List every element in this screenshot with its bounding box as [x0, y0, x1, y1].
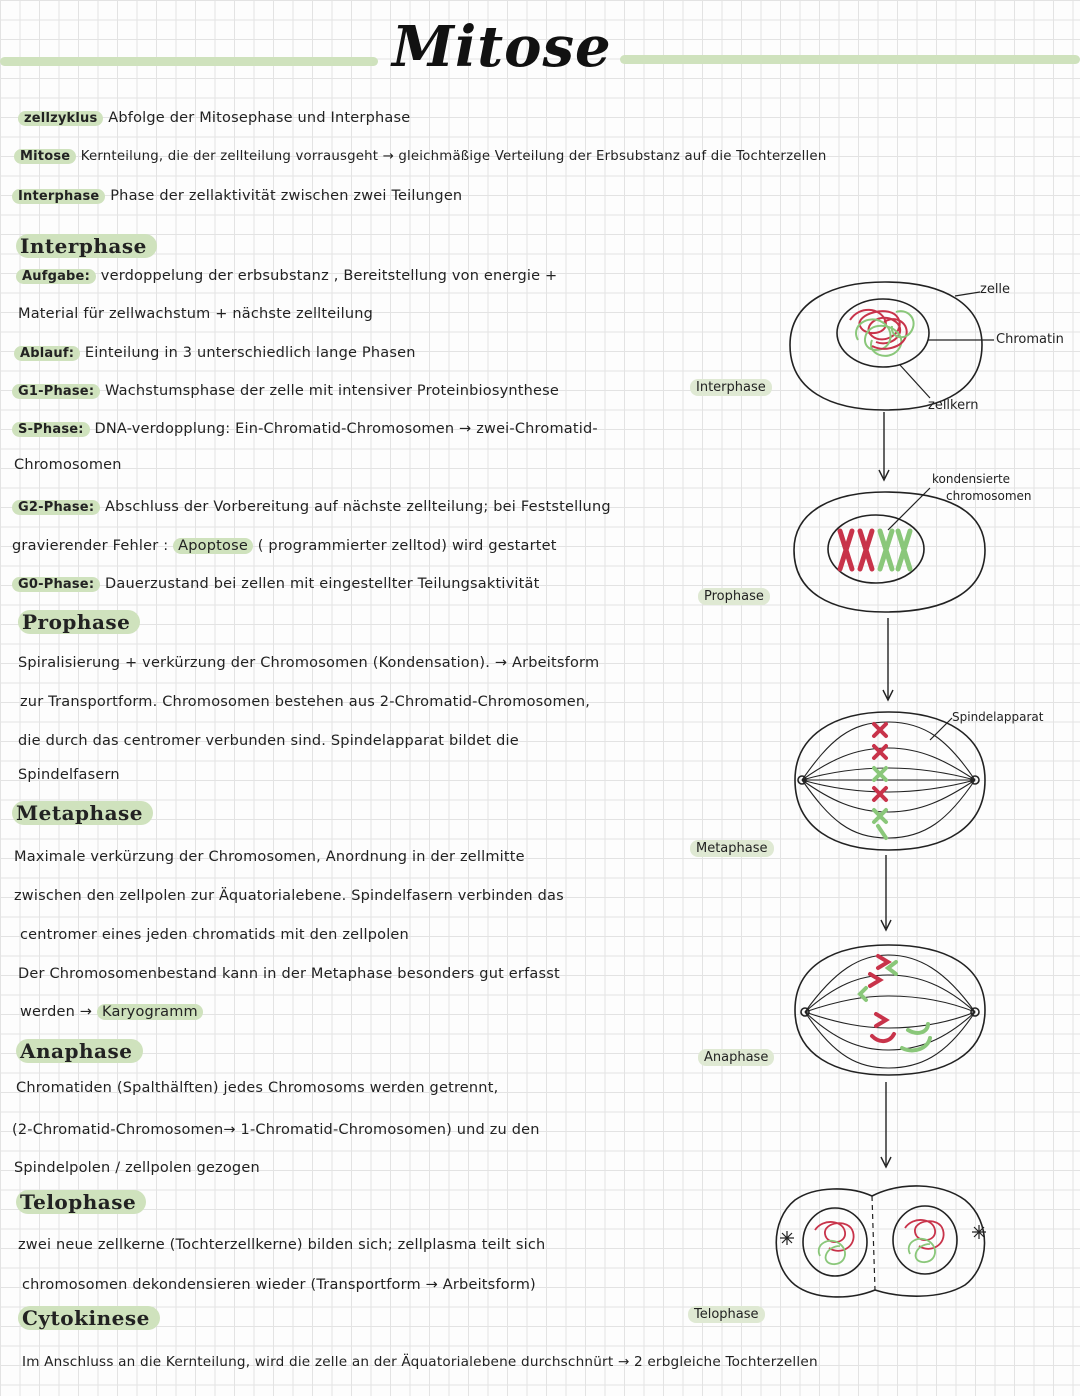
page-title: Mitose [392, 14, 612, 80]
anaphase-line-1: Chromatiden (Spalthälften) jedes Chromosoms werden getrennt, [16, 1080, 499, 1096]
telophase-cells [776, 1186, 986, 1297]
g0-text: Dauerzustand bei zellen mit eingestellter Teilungsaktivität [105, 576, 540, 592]
telophase-line-2: chromosomen dekondensieren wieder (Transportform → Arbeitsform) [22, 1277, 536, 1293]
term-karyogramm: Karyogramm [97, 1004, 203, 1020]
annotation-zelle: zelle [980, 282, 1011, 297]
g2-text: Abschluss der Vorbereitung auf nächste zellteilung; bei Feststellung [105, 499, 611, 515]
term-mitose: Mitose [14, 149, 76, 164]
metaphase-line-1: Maximale verkürzung der Chromosomen, Anordnung in der zellmitte [14, 849, 525, 865]
prophase-line-4: Spindelfasern [18, 767, 120, 783]
metaphase-line-2: zwischen den zellpolen zur Äquatorialebene. Spindelfasern verbinden das [14, 888, 564, 904]
anaphase-line-3: Spindelpolen / zellpolen gezogen [14, 1160, 260, 1176]
cytokinese-line-1: Im Anschluss an die Kernteilung, wird die zelle an der Äquatorialebene durchschnürt → 2 erbgleiche Tochterzellen [22, 1354, 818, 1370]
term-interphase: Interphase [12, 189, 105, 204]
label-ablauf: Ablauf: [14, 346, 80, 361]
aufgabe-text: verdoppelung der erbsubstanz , Bereitstellung von energie + [100, 268, 558, 284]
stage-label-prophase: Prophase [698, 588, 770, 605]
g1-text: Wachstumsphase der zelle mit intensiver Proteinbiosynthese [105, 383, 560, 399]
heading-telophase: Telophase [16, 1190, 146, 1214]
term-zellzyklus: zellzyklus [18, 111, 103, 126]
term-apoptose: Apoptose [173, 538, 253, 554]
telophase-line-1: zwei neue zellkerne (Tochterzellkerne) bilden sich; zellplasma teilt sich [18, 1237, 546, 1253]
label-g1: G1-Phase: [12, 384, 100, 399]
definition-text: Phase der zellaktivität zwischen zwei Teilungen [110, 188, 463, 204]
g2-text-a: gravierender Fehler : [12, 538, 169, 554]
annotation-spindelapparat: Spindelapparat [952, 710, 1044, 724]
metaphase-cell [795, 712, 985, 850]
ablauf-text: Einteilung in 3 unterschiedlich lange Phasen [84, 345, 416, 361]
interphase-s-cont: Chromosomen [14, 457, 122, 473]
prophase-line-2: zur Transportform. Chromosomen bestehen aus 2-Chromatid-Chromosomen, [20, 694, 591, 710]
heading-metaphase: Metaphase [12, 801, 153, 825]
annotation-kondensiert-2: chromosomen [946, 489, 1032, 503]
heading-cytokinese: Cytokinese [18, 1306, 160, 1330]
definition-text: Kernteilung, die der zellteilung vorrausgeht → gleichmäßige Verteilung der Erbsubstanz auf die Tochterzellen [80, 149, 827, 164]
metaphase-line-4: Der Chromosomenbestand kann in der Metaphase besonders gut erfasst [18, 966, 560, 982]
interphase-aufgabe-cont: Material für zellwachstum + nächste zellteilung [18, 306, 374, 322]
metaphase-werden: werden → [20, 1004, 93, 1020]
label-s: S-Phase: [12, 422, 90, 437]
metaphase-line-3: centromer eines jeden chromatids mit den zellpolen [20, 927, 409, 943]
annotation-chromatin: Chromatin [996, 332, 1064, 347]
annotation-kondensiert-1: kondensierte [932, 472, 1011, 486]
label-g2: G2-Phase: [12, 500, 100, 515]
anaphase-line-2: (2-Chromatid-Chromosomen→ 1-Chromatid-Chromosomen) und zu den [12, 1122, 540, 1138]
prophase-cell [794, 488, 985, 612]
heading-prophase: Prophase [18, 610, 140, 634]
stage-label-metaphase: Metaphase [690, 840, 774, 857]
stage-label-anaphase: Anaphase [698, 1049, 774, 1066]
g2-text-b: ( programmierter zelltod) wird gestartet [257, 538, 557, 554]
label-g0: G0-Phase: [12, 577, 100, 592]
definition-text: Abfolge der Mitosephase und Interphase [108, 110, 411, 126]
label-aufgabe: Aufgabe: [16, 269, 96, 284]
annotation-zellkern: zellkern [928, 398, 979, 413]
prophase-line-1: Spiralisierung + verkürzung der Chromosomen (Kondensation). → Arbeitsform [18, 655, 600, 671]
anaphase-cell [795, 945, 985, 1075]
interphase-cell [790, 282, 994, 410]
stage-label-interphase: Interphase [690, 379, 772, 396]
heading-anaphase: Anaphase [16, 1039, 143, 1063]
prophase-line-3: die durch das centromer verbunden sind. Spindelapparat bildet die [18, 733, 519, 749]
stage-label-telophase: Telophase [688, 1306, 765, 1323]
chromatin-tangle [850, 310, 914, 356]
s-text: DNA-verdopplung: Ein-Chromatid-Chromosomen → zwei-Chromatid- [94, 421, 598, 437]
heading-interphase: Interphase [16, 234, 157, 258]
